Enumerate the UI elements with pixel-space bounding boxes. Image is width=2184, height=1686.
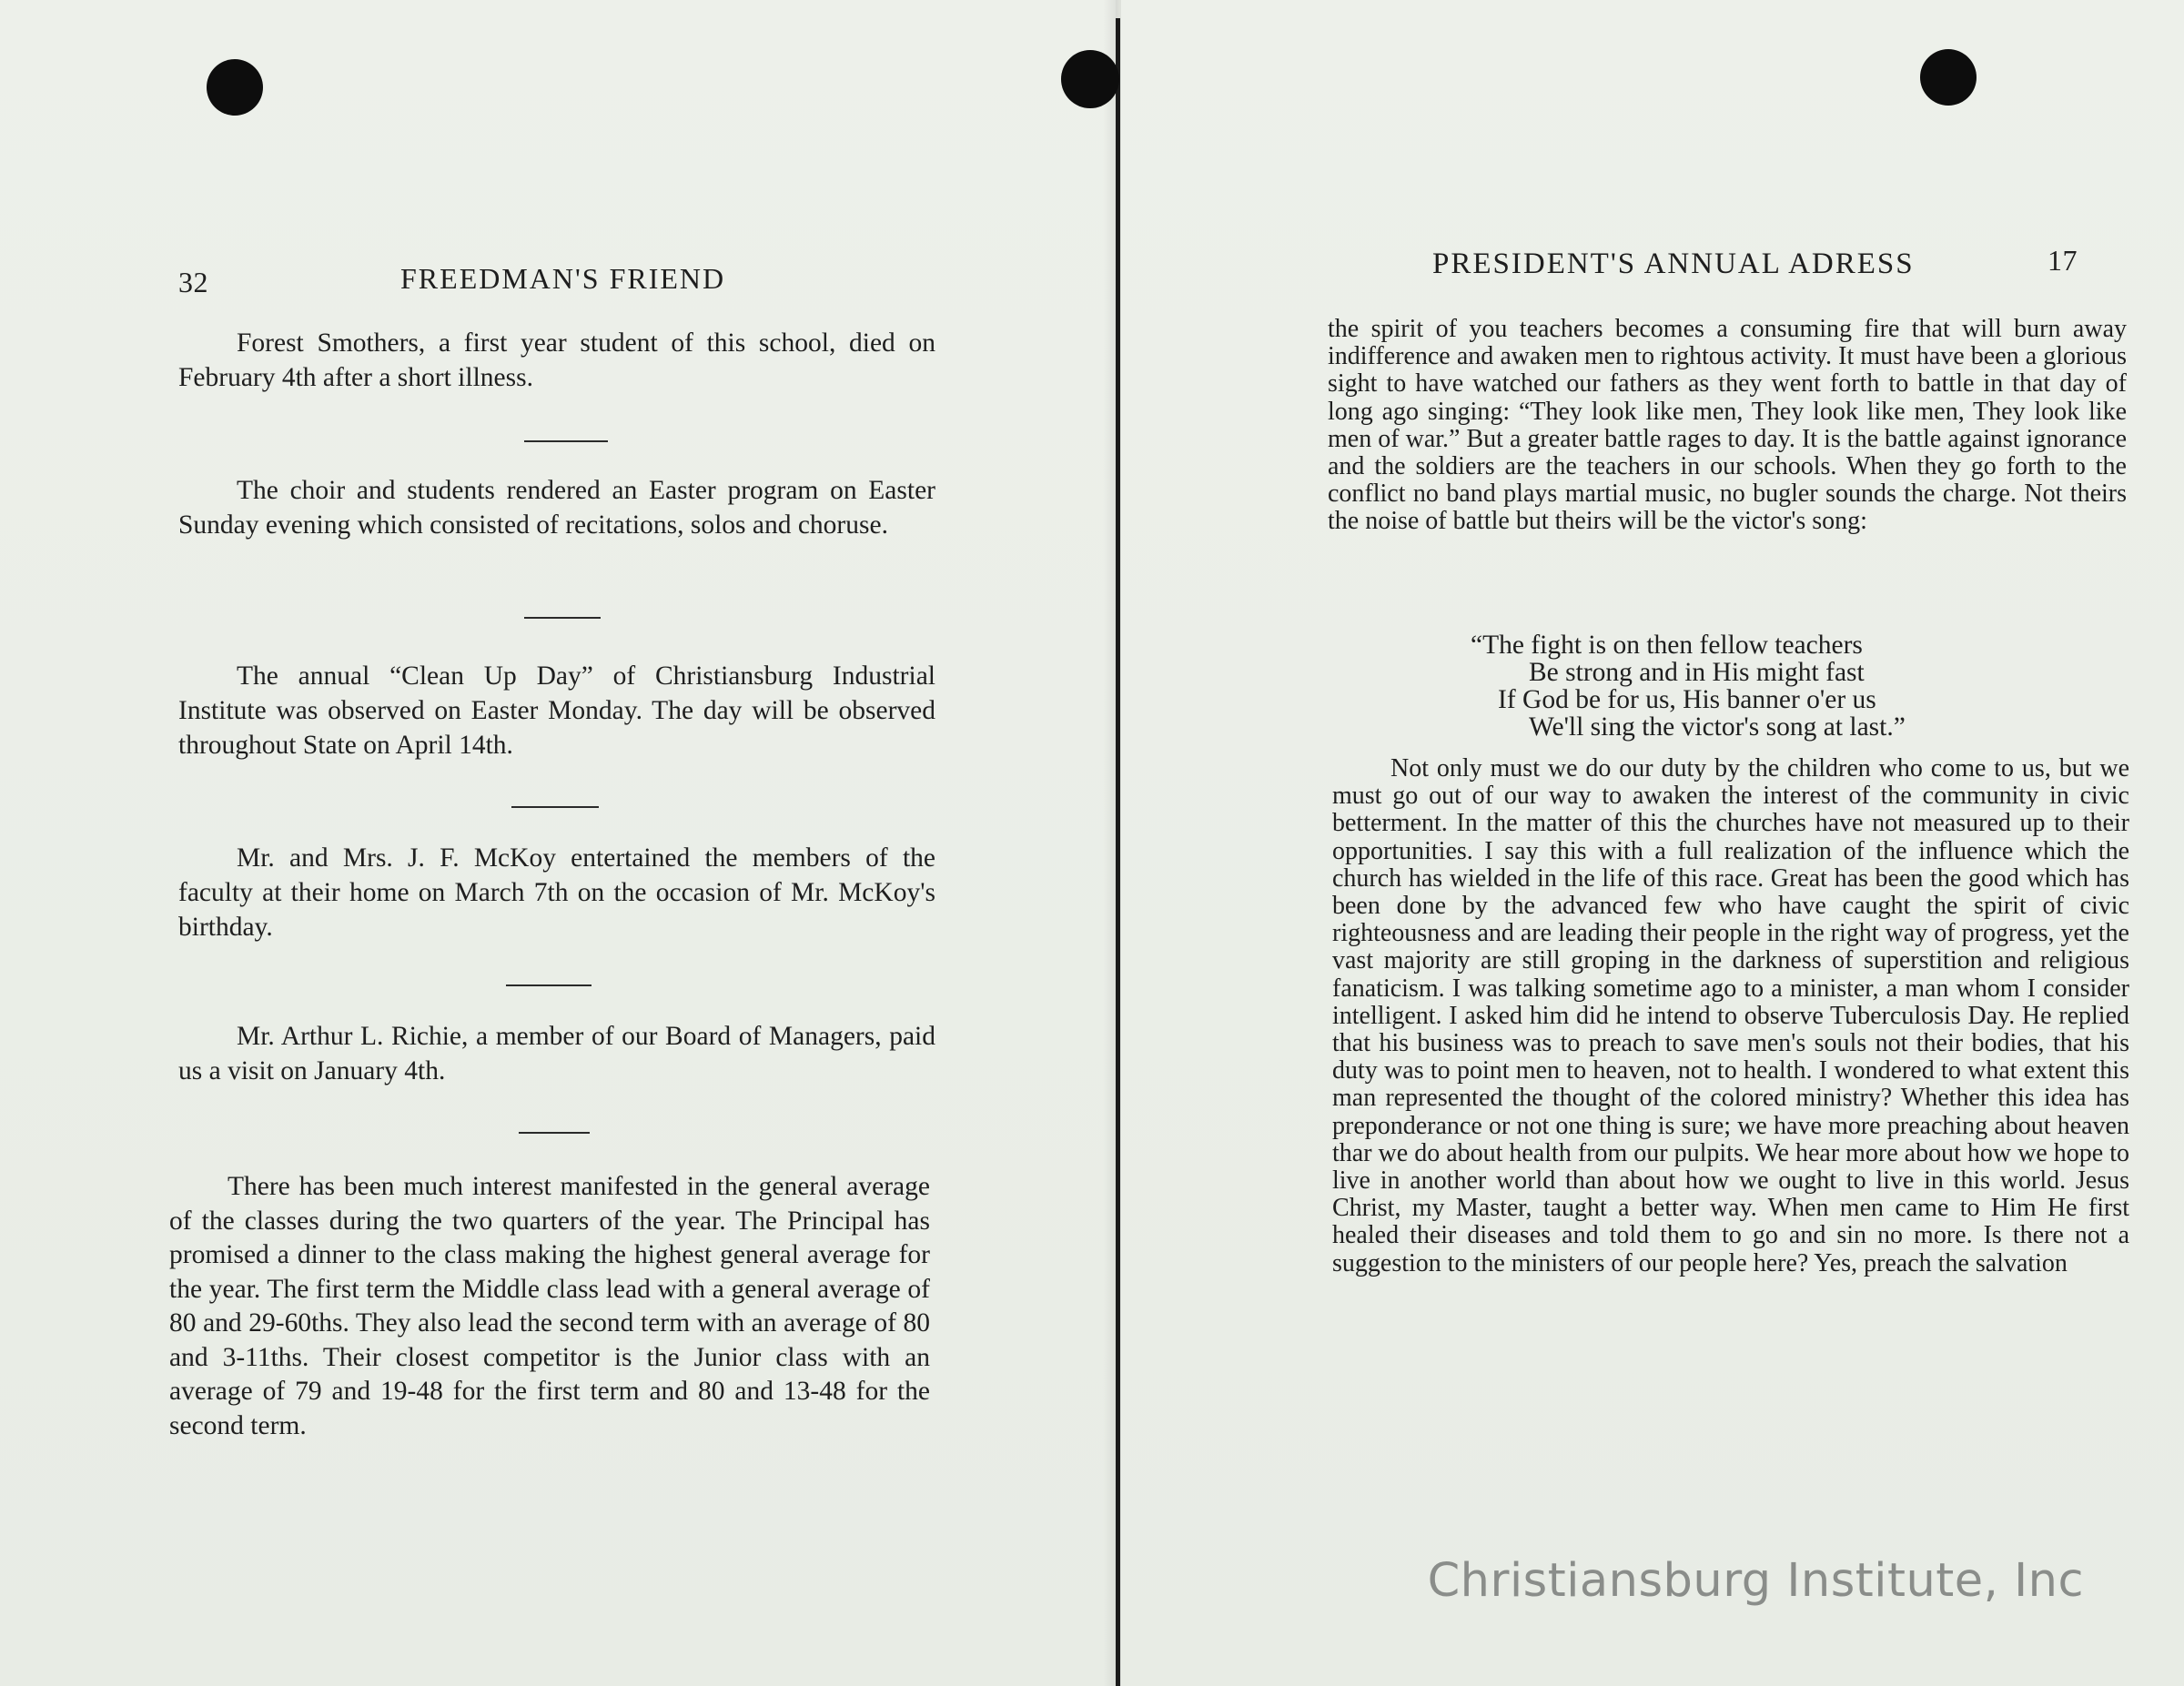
address-paragraph-1: the spirit of you teachers becomes a consuming fire that will burn away indifference and awaken men to rightous activity. It must have been a glorious sight to have watched our fathers as they went forth to battle in that day of long ago singing: “They look like men, They look like men, They look like men of war.” But a greater battle rages to day. It is the battle against ignorance and the soldiers are the teachers in our schools. When they go forth to the conflict no band plays martial music, no bugler sounds the charge. Not theirs the noise of battle but theirs will be the victor's song: [1328, 315, 2127, 536]
right-running-head: PRESIDENT'S ANNUAL ADRESS [1432, 247, 1915, 280]
section-divider-5 [519, 1132, 590, 1134]
left-running-head: FREEDMAN'S FRIEND [400, 262, 726, 295]
verse-line-3: If God be for us, His banner o'er us [1498, 685, 1876, 714]
section-divider-3 [511, 806, 599, 808]
news-item-3: The annual “Clean Up Day” of Christiansburg Industrial Institute was observed on Easter Monday. The day will be observed throughout State on April 14th. [178, 661, 935, 760]
right-page-number: 17 [2048, 244, 2078, 277]
book-gutter-line [1116, 18, 1120, 1686]
verse-block [1471, 631, 1906, 741]
verse-line-4: We'll sing the victor's song at last.” [1529, 712, 1906, 742]
archive-watermark: Christiansburg Institute, Inc [1427, 1554, 2084, 1608]
news-item-6: There has been much interest manifested in the general average of the classes during the two quarters of the year. The Principal has promised a dinner to the class making the highest general average for the year. The first term the Middle class lead with a general average of 80 and 29-60ths. They also lead the second term with an average of 80 and 3-11ths. Their closest competitor is the Junior class with an average of 79 and 19-48 for the first term and 80 and 13-48 for the second term. [169, 1172, 930, 1440]
section-divider-4 [506, 984, 592, 986]
punch-hole-right [1920, 49, 1977, 106]
address-paragraph-2: Not only must we do our duty by the children who come to us, but we must go out of our way to awaken the interest of the community in civic betterment. In the matter of this the churches have not measured up to their opportunities. I say this with a full realization of the influence which the church has wielded in the life of this race. Great has been the good which has been done by the advanced few who have caught the spirit of civic righteousness and are leading their people in the right way of progress, yet the vast majority are still groping in the darkness of superstition and religious fanaticism. I was talking sometime ago to a minister, a man whom I consider intelligent. I asked him did he intend to observe Tuberculosis Day. He replied that his business was to preach to save men's souls not their bodies, that his duty was to point men to heaven, not to health. I wondered to what extent this man represented the thought of the colored ministry? Whether this idea has preponderance or not one thing is sure; we have more preaching about heaven thar we do about health from our pulpits. We hear more about how we hope to live in another world than about how we ought to live in this world. Jesus Christ, my Master, taught a better way. When men came to Him He first healed their diseases and told them to go and sin no more. Is there not a suggestion to the ministers of our people here? Yes, preach the salvation [1332, 754, 2129, 1277]
section-divider-2 [524, 617, 601, 619]
news-item-2: The choir and students rendered an Easter program on Easter Sunday evening which consisted of recitations, solos and choruse. [178, 476, 935, 540]
verse-line-2: Be strong and in His might fast [1529, 658, 1865, 687]
verse-line-1: “The fight is on then fellow teachers [1471, 631, 1863, 660]
news-item-5: Mr. Arthur L. Richie, a member of our Board of Managers, paid us a visit on January 4th. [178, 1022, 935, 1085]
news-item-1: Forest Smothers, a first year student of this school, died on February 4th after a short illness. [178, 328, 935, 392]
punch-hole-center [1061, 50, 1119, 108]
news-item-4: Mr. and Mrs. J. F. McKoy entertained the members of the faculty at their home on March 7th on the occasion of Mr. McKoy's birthday. [178, 843, 935, 942]
punch-hole-left [207, 59, 263, 116]
left-page-number: 32 [178, 266, 208, 298]
right-page [1121, 0, 2184, 1686]
section-divider-1 [524, 440, 608, 442]
